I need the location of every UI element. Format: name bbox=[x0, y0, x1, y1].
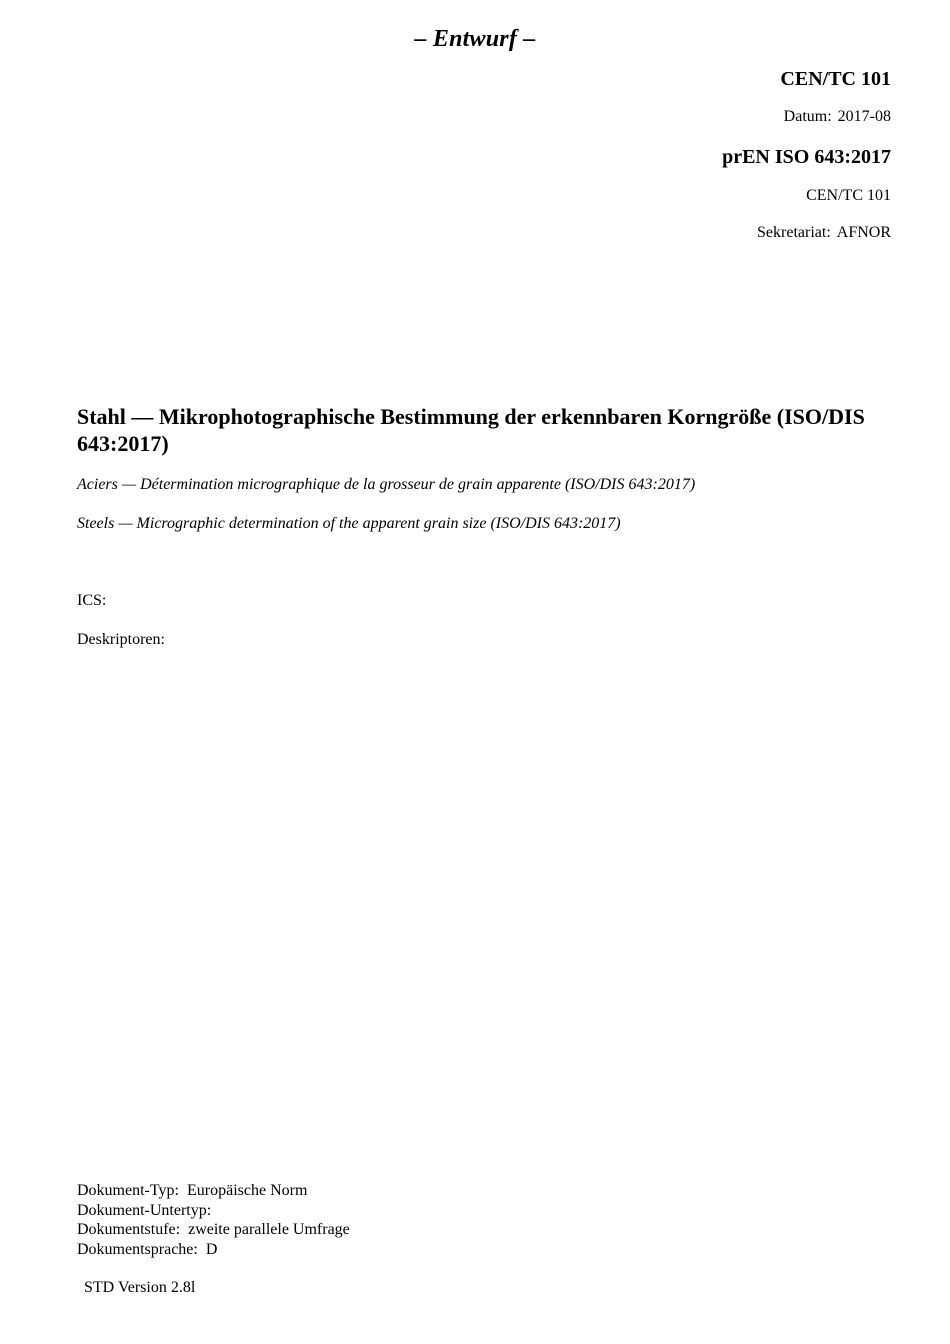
document-stage-value: zweite parallele Umfrage bbox=[188, 1221, 350, 1239]
date-value: 2017-08 bbox=[837, 108, 891, 125]
date-label: Datum: bbox=[783, 108, 832, 125]
std-version-footer: STD Version 2.8l bbox=[84, 1279, 196, 1296]
document-title-german: Stahl — Mikrophotographische Bestimmung der erkennbaren Korngröße (ISO/DIS 643:2017) bbox=[77, 404, 865, 456]
document-language-row bbox=[77, 1240, 350, 1260]
document-stage-row bbox=[77, 1220, 350, 1240]
reference-number: prEN ISO 643:2017 bbox=[722, 146, 891, 168]
document-subtype-row bbox=[77, 1201, 350, 1221]
document-type-row bbox=[77, 1181, 350, 1201]
document-language-value: D bbox=[205, 1241, 218, 1259]
secretariat-value: AFNOR bbox=[836, 224, 891, 241]
document-type-label: Dokument-Typ: bbox=[77, 1182, 179, 1199]
date-line bbox=[784, 108, 891, 126]
document-title-french: Aciers — Détermination micrographique de la grosseur de grain apparente (ISO/DIS 643:2017) bbox=[77, 476, 696, 493]
committee-secondary: CEN/TC 101 bbox=[806, 187, 891, 204]
document-info-block bbox=[77, 1181, 350, 1260]
document-subtype-label: Dokument-Untertyp: bbox=[77, 1201, 212, 1219]
descriptors-label: Deskriptoren: bbox=[77, 631, 165, 648]
document-title-english: Steels — Micrographic determination of the apparent grain size (ISO/DIS 643:2017) bbox=[77, 515, 621, 532]
draft-watermark-heading: – Entwurf – bbox=[414, 26, 536, 52]
document-stage-label: Dokumentstufe: bbox=[77, 1221, 181, 1239]
document-language-label: Dokumentsprache: bbox=[77, 1241, 198, 1259]
secretariat-label: Sekretariat: bbox=[757, 224, 831, 241]
secretariat-line bbox=[757, 224, 891, 242]
committee-heading: CEN/TC 101 bbox=[780, 68, 891, 90]
ics-label: ICS: bbox=[77, 592, 107, 609]
document-type-value: Europäische Norm bbox=[186, 1182, 308, 1199]
